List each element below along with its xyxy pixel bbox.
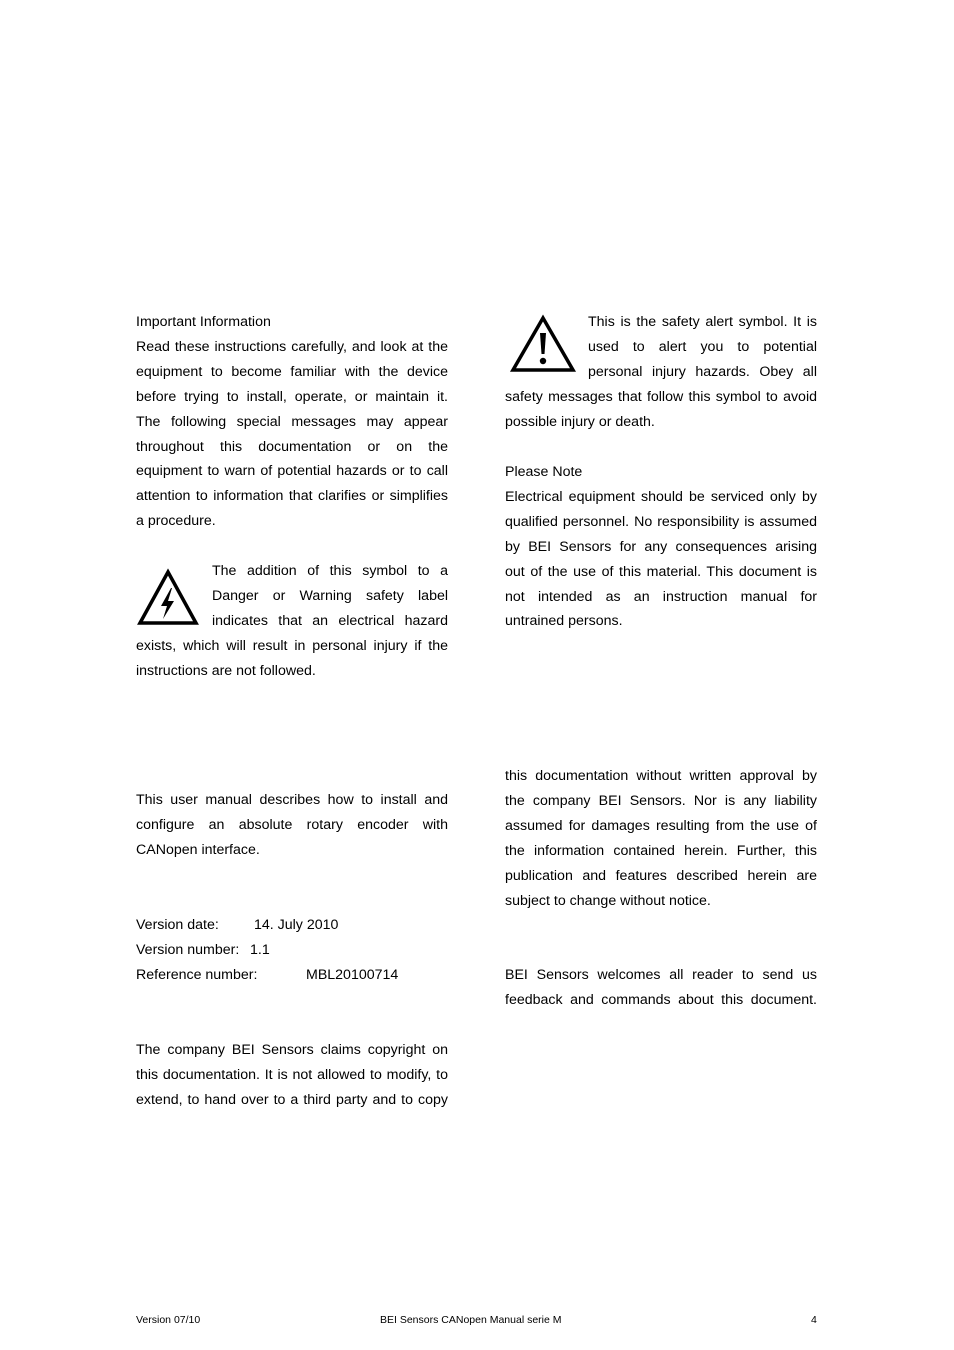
copyright-cont-line: this documentation without written approval by [505, 768, 817, 784]
alert-line: personal injury hazards. Obey all [588, 363, 817, 380]
version-date-value: 14. July 2010 [254, 917, 339, 933]
copyright-cont-line: the company BEI Sensors. Nor is any liability [505, 792, 817, 809]
version-number-value: 1.1 [250, 941, 270, 958]
version-date-label: Version date: [136, 917, 219, 933]
footer-title: BEI Sensors CANopen Manual serie M [380, 1314, 562, 1326]
version-date-row [136, 913, 338, 938]
electrical-line: instructions are not followed. [136, 662, 316, 679]
version-number-label: Version number: [136, 941, 240, 958]
feedback-line: BEI Sensors welcomes all reader to send us [505, 967, 817, 983]
copyright-line: this documentation. It is not allowed to modify, to [136, 1066, 448, 1083]
footer-page-number: 4 [811, 1314, 817, 1326]
copyright-cont-line: subject to change without notice. [505, 892, 711, 909]
footer-version: Version 07/10 [136, 1314, 201, 1326]
copyright-section [136, 1038, 448, 1113]
alert-line: used to alert you to potential [588, 338, 817, 355]
reference-number-row [136, 963, 398, 988]
note-line: Electrical equipment should be serviced only by [505, 488, 817, 505]
copyright-line: The company BEI Sensors claims copyright on [136, 1042, 448, 1058]
intro-line: Read these instructions carefully, and look at the [136, 338, 448, 355]
manual-description [136, 788, 448, 863]
description-line: CANopen interface. [136, 841, 260, 858]
alert-line: possible injury or death. [505, 413, 655, 430]
version-number-row [136, 938, 270, 963]
feedback-line: feedback and commands about this document. [505, 991, 817, 1008]
copyright-line: extend, to hand over to a third party and to copy [136, 1091, 448, 1108]
intro-line: The following special messages may appear [136, 413, 448, 430]
note-line: untrained persons. [505, 613, 623, 630]
description-line: configure an absolute rotary encoder with [136, 816, 448, 833]
electrical-line: Danger or Warning safety label [212, 587, 448, 604]
note-line: qualified personnel. No responsibility is assumed [505, 513, 817, 530]
alert-line: safety messages that follow this symbol to avoid [505, 388, 817, 405]
note-line: out of the use of this material. This document is [505, 563, 817, 580]
note-line: by BEI Sensors for any consequences arising [505, 538, 817, 555]
important-information-heading: Important Information [136, 314, 271, 330]
note-line: not intended as an instruction manual for [505, 588, 817, 605]
please-note-section [505, 460, 817, 634]
please-note-heading: Please Note [505, 464, 583, 480]
feedback-section [505, 963, 817, 1013]
version-info [136, 913, 448, 988]
intro-line: throughout this documentation or on the [136, 438, 448, 455]
reference-number-label: Reference number: [136, 966, 258, 983]
intro-line: attention to information that clarifies or simplifies [136, 488, 448, 505]
electrical-line: indicates that an electrical hazard [212, 612, 448, 629]
intro-line: a procedure. [136, 513, 216, 530]
intro-line: equipment to become familiar with the device [136, 363, 448, 380]
description-line: This user manual describes how to install and [136, 792, 448, 808]
electrical-line: exists, which will result in personal injury if the [136, 637, 448, 654]
copyright-cont-line: assumed for damages resulting from the use of [505, 817, 817, 834]
alert-line: This is the safety alert symbol. It is [588, 314, 817, 330]
important-information-section [136, 310, 448, 534]
electrical-line: The addition of this symbol to a [212, 563, 448, 579]
reference-number-value: MBL20100714 [306, 966, 399, 983]
copyright-cont-line: publication and features described herein are [505, 867, 817, 884]
intro-line: before trying to install, operate, or maintain it. [136, 388, 448, 405]
safety-alert-text [505, 310, 817, 435]
intro-line: equipment to warn of potential hazards or to call [136, 463, 448, 480]
electrical-hazard-text [136, 559, 448, 684]
copyright-cont-line: the information contained herein. Further, this [505, 842, 817, 859]
copyright-continued [505, 764, 817, 913]
